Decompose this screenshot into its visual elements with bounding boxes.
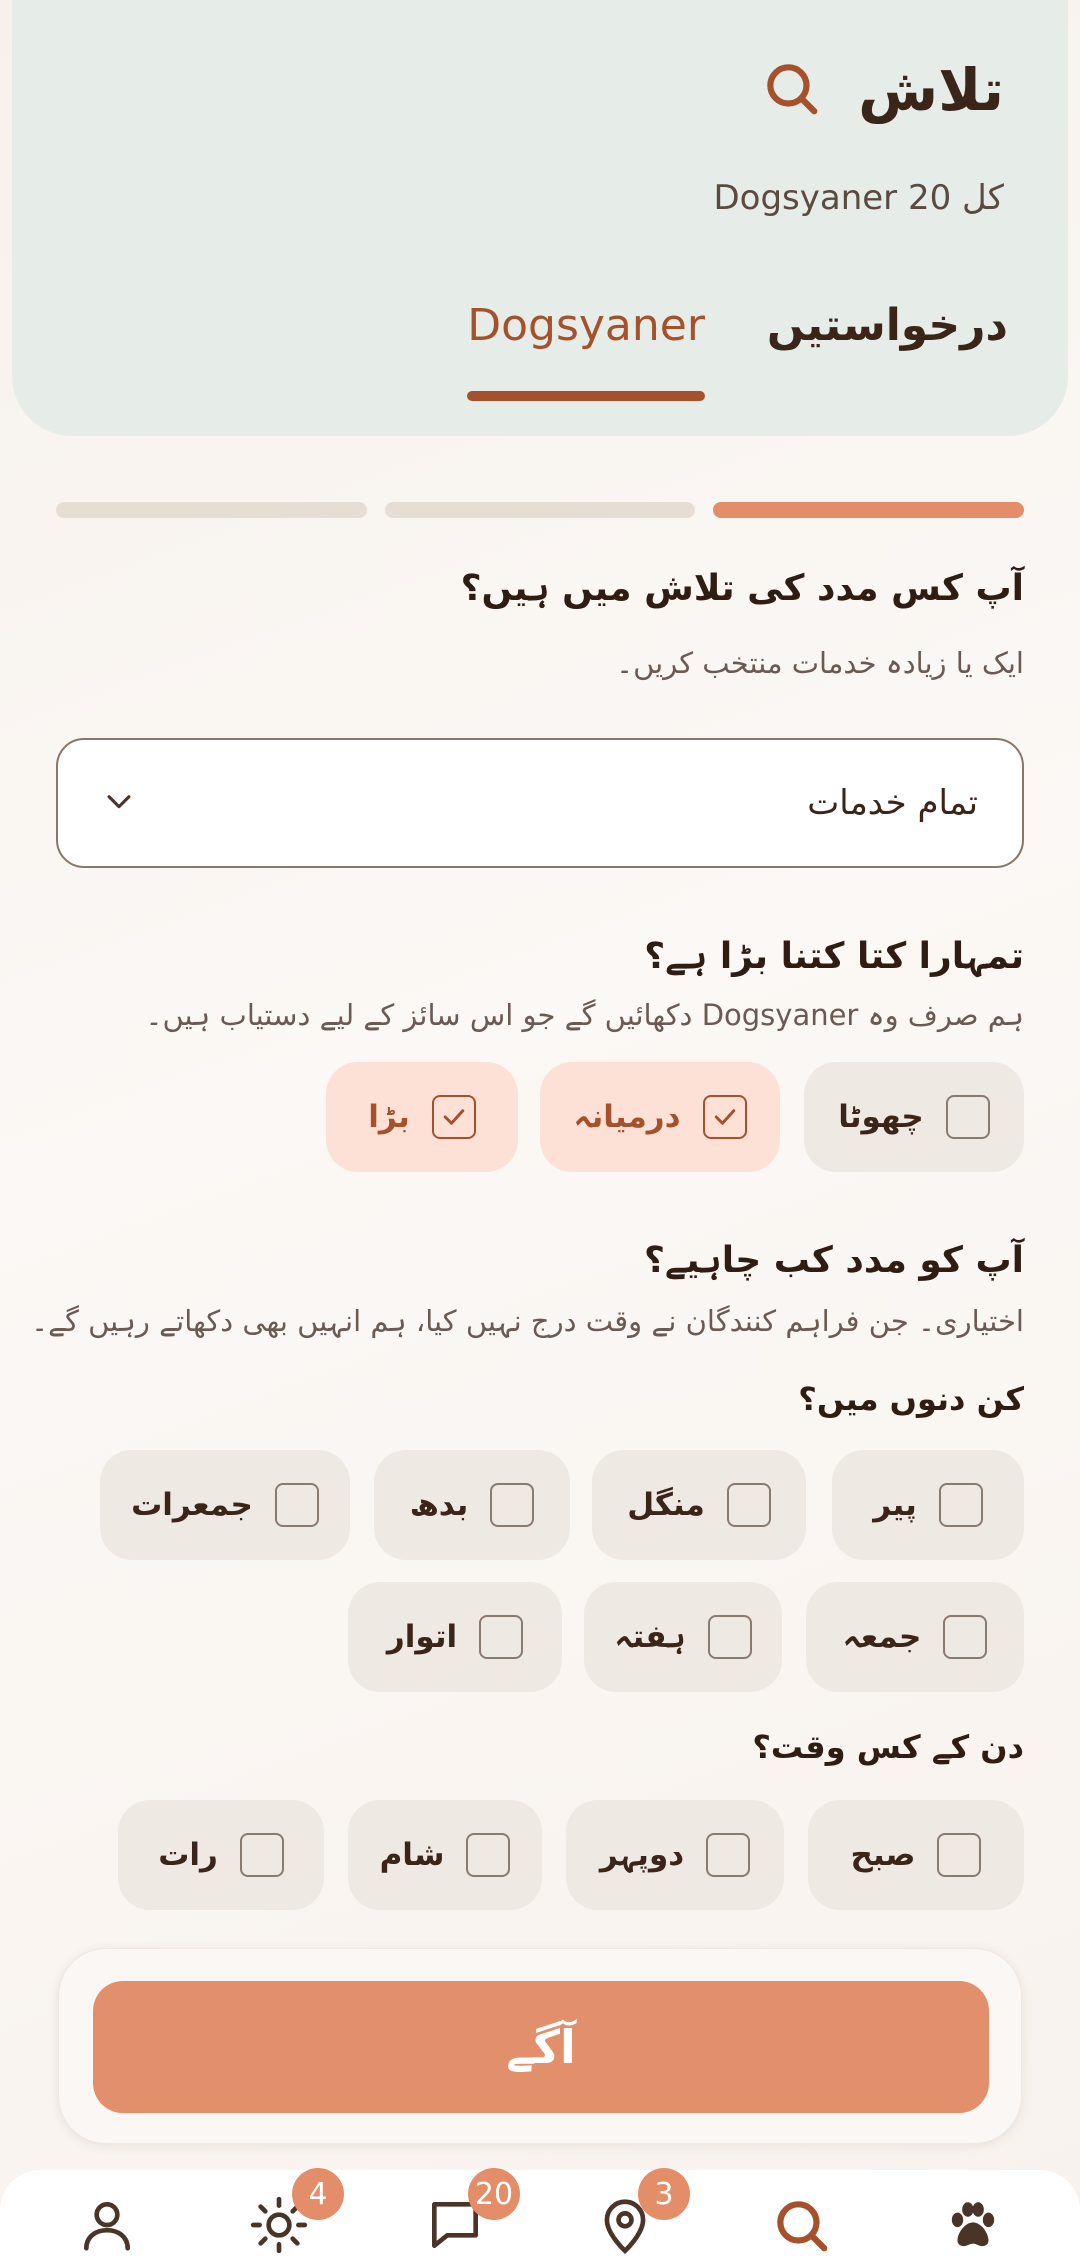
checkbox	[479, 1615, 523, 1659]
progress-step-2	[385, 502, 696, 518]
checkbox	[240, 1833, 284, 1877]
day-chip-label: جمعہ	[842, 1619, 922, 1655]
chevron-down-icon	[102, 784, 136, 822]
search-icon	[770, 2241, 832, 2260]
size-chip-small[interactable]	[804, 1062, 1024, 1172]
person-icon	[76, 2241, 138, 2260]
dog-size-hint: ہم صرف وہ Dogsyaner دکھائیں گے جو اس سائز کے لیے دستیاب ہیں۔	[145, 998, 1024, 1032]
nav-profile[interactable]	[76, 2194, 138, 2256]
size-chip-large[interactable]	[326, 1062, 518, 1172]
search-header	[12, 0, 1068, 436]
checkbox	[939, 1483, 983, 1527]
tab-dogsyaner[interactable]: Dogsyaner	[467, 300, 705, 401]
title-row	[760, 56, 1004, 124]
checkbox	[466, 1833, 510, 1877]
page-title: تلاش	[858, 56, 1004, 124]
day-chip-label: منگل	[627, 1487, 705, 1523]
when-hint: اختیاری۔ جن فراہم کنندگان نے وقت درج نہیں کیا، ہم انہیں بھی دکھاتے رہیں گے۔	[31, 1304, 1024, 1338]
checkbox	[946, 1095, 990, 1139]
nav-search[interactable]	[770, 2194, 832, 2256]
size-chip-label: بڑا	[368, 1099, 410, 1135]
chat-icon	[424, 2241, 486, 2260]
bottom-nav	[0, 2170, 1080, 2268]
messages-badge: 20	[468, 2168, 520, 2220]
services-hint: ایک یا زیادہ خدمات منتخب کریں۔	[616, 646, 1024, 680]
services-dropdown-value: تمام خدمات	[807, 783, 978, 823]
checkbox	[727, 1483, 771, 1527]
day-chip-friday[interactable]	[806, 1582, 1024, 1692]
progress-step-3	[56, 502, 367, 518]
days-label: کن دنوں میں؟	[798, 1380, 1024, 1418]
location-badge: 3	[638, 2168, 690, 2220]
results-count: کل 20 Dogsyaner	[713, 178, 1004, 218]
size-chip-medium[interactable]	[540, 1062, 780, 1172]
paw-icon	[942, 2241, 1004, 2260]
nav-location[interactable]	[594, 2176, 674, 2256]
day-chip-label: بدھ	[409, 1487, 469, 1523]
services-dropdown[interactable]	[56, 738, 1024, 868]
time-chip-evening[interactable]	[348, 1800, 542, 1910]
day-chip-label: ہفتہ	[614, 1619, 686, 1655]
checkbox	[490, 1483, 534, 1527]
day-chip-label: جمعرات	[131, 1487, 253, 1523]
services-question: آپ کس مدد کی تلاش میں ہیں؟	[460, 568, 1024, 609]
next-button-container	[58, 1948, 1022, 2144]
day-chip-thursday[interactable]	[100, 1450, 350, 1560]
time-chip-label: صبح	[850, 1837, 916, 1873]
checkbox	[708, 1615, 752, 1659]
times-label: دن کے کس وقت؟	[752, 1728, 1024, 1766]
tab-bar	[467, 300, 1008, 401]
when-question: آپ کو مدد کب چاہیے؟	[644, 1240, 1024, 1281]
checkbox	[706, 1833, 750, 1877]
time-chip-label: دوپہر	[599, 1837, 685, 1873]
nav-messages[interactable]	[424, 2176, 514, 2256]
day-chip-saturday[interactable]	[584, 1582, 782, 1692]
nav-dogs[interactable]	[942, 2194, 1004, 2256]
day-chip-label: اتوار	[386, 1619, 458, 1655]
step-progress	[56, 502, 1024, 518]
checkbox-checked	[432, 1095, 476, 1139]
time-chip-afternoon[interactable]	[566, 1800, 784, 1910]
size-chip-label: چھوٹا	[838, 1099, 924, 1135]
tab-requests[interactable]: درخواستیں	[766, 300, 1008, 351]
sun-icon	[248, 2241, 310, 2260]
day-chip-monday[interactable]	[832, 1450, 1024, 1560]
nav-activity[interactable]	[248, 2176, 328, 2256]
checkbox	[937, 1833, 981, 1877]
day-chip-label: پیر	[873, 1487, 917, 1523]
checkbox-checked	[703, 1095, 747, 1139]
size-chip-label: درمیانہ	[573, 1099, 681, 1135]
time-chip-morning[interactable]	[808, 1800, 1024, 1910]
dog-size-question: تمہارا کتا کتنا بڑا ہے؟	[644, 936, 1024, 977]
search-icon	[760, 57, 822, 123]
next-button[interactable]: آگے	[93, 1981, 989, 2113]
progress-step-1	[713, 502, 1024, 518]
activity-badge: 4	[292, 2168, 344, 2220]
day-chip-wednesday[interactable]	[374, 1450, 570, 1560]
checkbox	[275, 1483, 319, 1527]
time-chip-night[interactable]	[118, 1800, 324, 1910]
time-chip-label: شام	[379, 1837, 445, 1873]
day-chip-sunday[interactable]	[348, 1582, 562, 1692]
time-chip-label: رات	[158, 1837, 218, 1873]
checkbox	[943, 1615, 987, 1659]
location-pin-icon	[594, 2241, 656, 2260]
day-chip-tuesday[interactable]	[592, 1450, 806, 1560]
